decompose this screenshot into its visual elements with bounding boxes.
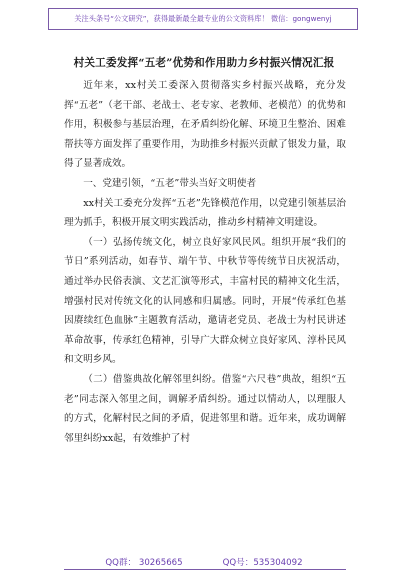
document-title: 村关工委发挥“五老”优势和作用助力乡村振兴情况汇报 [73, 57, 335, 69]
footer-divider [64, 569, 346, 570]
section-heading: 一、党建引领，“五老”带头当好文明使者 [83, 177, 257, 189]
paragraph-section-intro: xx村关工委充分发挥“五老”先锋模范作用，以党建引领基层治理为抓手，积极开展文明实践活动，推动乡村精神文明建设。 [64, 197, 346, 229]
paragraph-disputes: （二）借鉴典故化解邻里纠纷。借鉴“六尺巷”典故，组织“五老”同志深入邻里之间，调解矛盾纠纷。通过以情动人，以理服人的方式，化解村民之间的矛盾，促进邻里和谐。近年来，成功调解邻里纠纷xx起，有效维护了村 [64, 373, 346, 444]
header-notice-text: 关注头条号“公文研究”，获得最新最全最专业的公文资料库！ 微信：gongwenyj [74, 14, 332, 23]
paragraph-intro: 近年来，xx村关工委深入贯彻落实乡村振兴战略，充分发挥“五老”（老干部、老战士、老专家、老教师、老模范）的优势和作用，积极参与基层治理，在矛盾纠纷化解、环境卫生整治、困难帮扶等方面发挥了重要作用，为助推乡村振兴贡献了银发力量，取得了显著成效。 [64, 80, 346, 170]
document-body [64, 76, 346, 448]
header-notice-box [48, 8, 358, 30]
footer-contact [0, 556, 408, 568]
paragraph-culture: （一）弘扬传统文化，树立良好家风民风。组织开展“我们的节日”系列活动，如春节、端午节、中秋节等传统节日庆祝活动，通过举办民俗表演、文艺汇演等形式，丰富村民的精神文化生活，增强村民对传统文化的认同感和归属感。同时，开展“传承红色基因赓续红色血脉”主题教育活动，邀请老党员、老战士为村民讲述革命故事，传承红色精神，引导广大群众树立良好家风、淳朴民风和文明乡风。 [64, 236, 346, 366]
footer-qq-number: QQ号：535304092 [222, 558, 303, 568]
footer-qq-group: QQ群： 30265665 [105, 558, 183, 568]
